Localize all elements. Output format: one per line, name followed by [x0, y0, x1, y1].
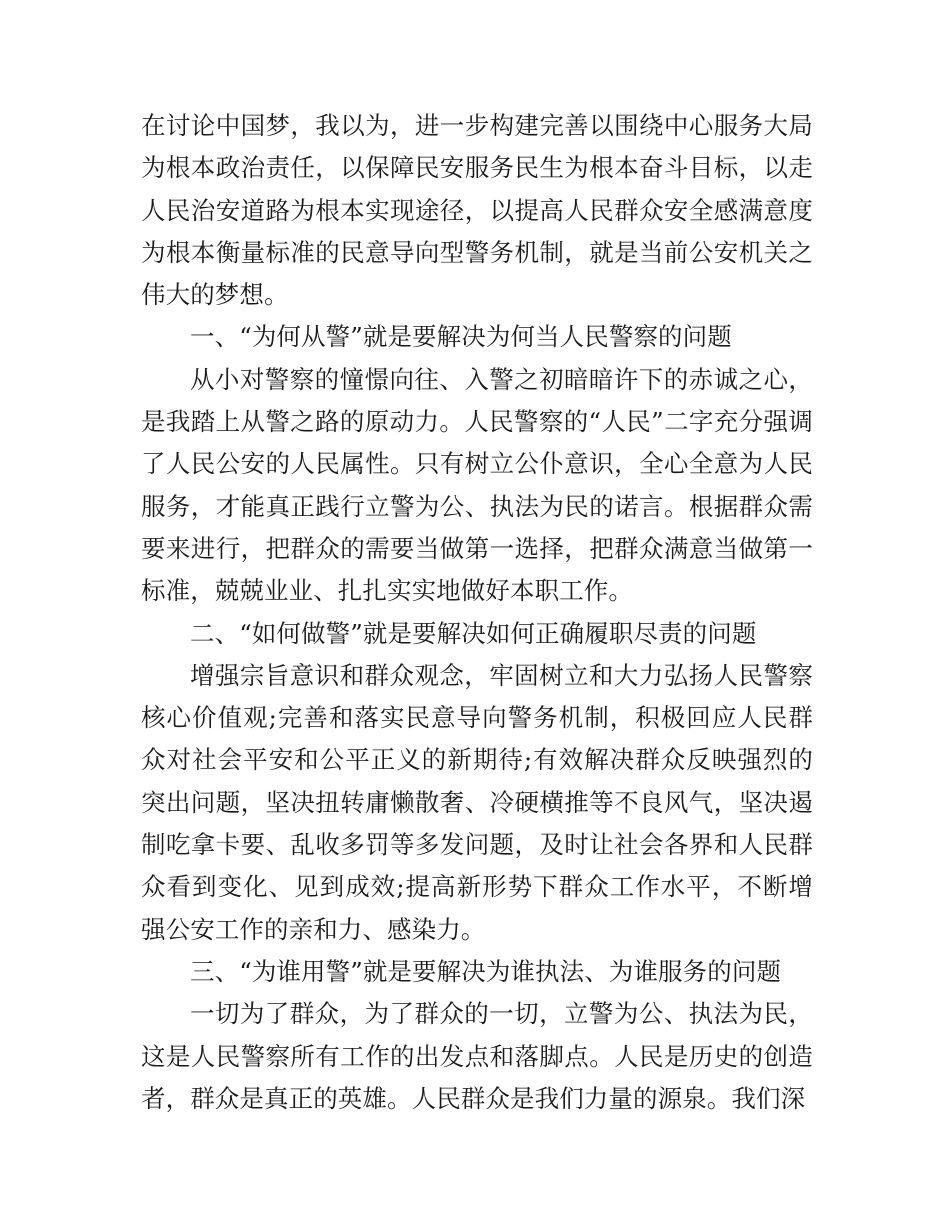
document-body	[141, 105, 813, 1120]
section-2-paragraph: 增强宗旨意识和群众观念，牢固树立和大力弘扬人民警察核心价值观;完善和落实民意导向警务机制，积极回应人民群众对社会平安和公平正义的新期待;有效解决群众反映强烈的突出问题，坚决扭转庸懒散奢、冷硬横推等不良风气，坚决遏制吃拿卡要、乱收多罚等多发问题，及时让社会各界和人民群众看到变化、见到成效;提高新形势下群众工作水平，不断增强公安工作的亲和力、感染力。	[141, 660, 813, 944]
section-1-paragraph: 从小对警察的憧憬向往、入警之初暗暗许下的赤诚之心，是我踏上从警之路的原动力。人民警察的“人民”二字充分强调了人民公安的人民属性。只有树立公仆意识，全心全意为人民服务，才能真正践行立警为公、执法为民的诺言。根据群众需要来进行，把群众的需要当做第一选择，把群众满意当做第一标准，兢兢业业、扎扎实实地做好本职工作。	[141, 364, 813, 606]
section-3-paragraph: 一切为了群众，为了群众的一切，立警为公、执法为民，这是人民警察所有工作的出发点和落脚点。人民是历史的创造者，群众是真正的英雄。人民群众是我们力量的源泉。我们深	[141, 999, 813, 1113]
section-heading-2: 二、“如何做警”就是要解决如何正确履职尽责的问题	[190, 618, 757, 648]
section-heading-3: 三、“为谁用警”就是要解决为谁执法、为谁服务的问题	[190, 956, 782, 986]
intro-paragraph: 在讨论中国梦，我以为，进一步构建完善以围绕中心服务大局为根本政治责任，以保障民安服务民生为根本奋斗目标，以走人民治安道路为根本实现途径，以提高人民群众安全感满意度为根本衡量标准的民意导向型警务机制，就是当前公安机关之伟大的梦想。	[141, 111, 813, 310]
section-heading-1: 一、“为何从警”就是要解决为何当人民警察的问题	[190, 322, 732, 352]
